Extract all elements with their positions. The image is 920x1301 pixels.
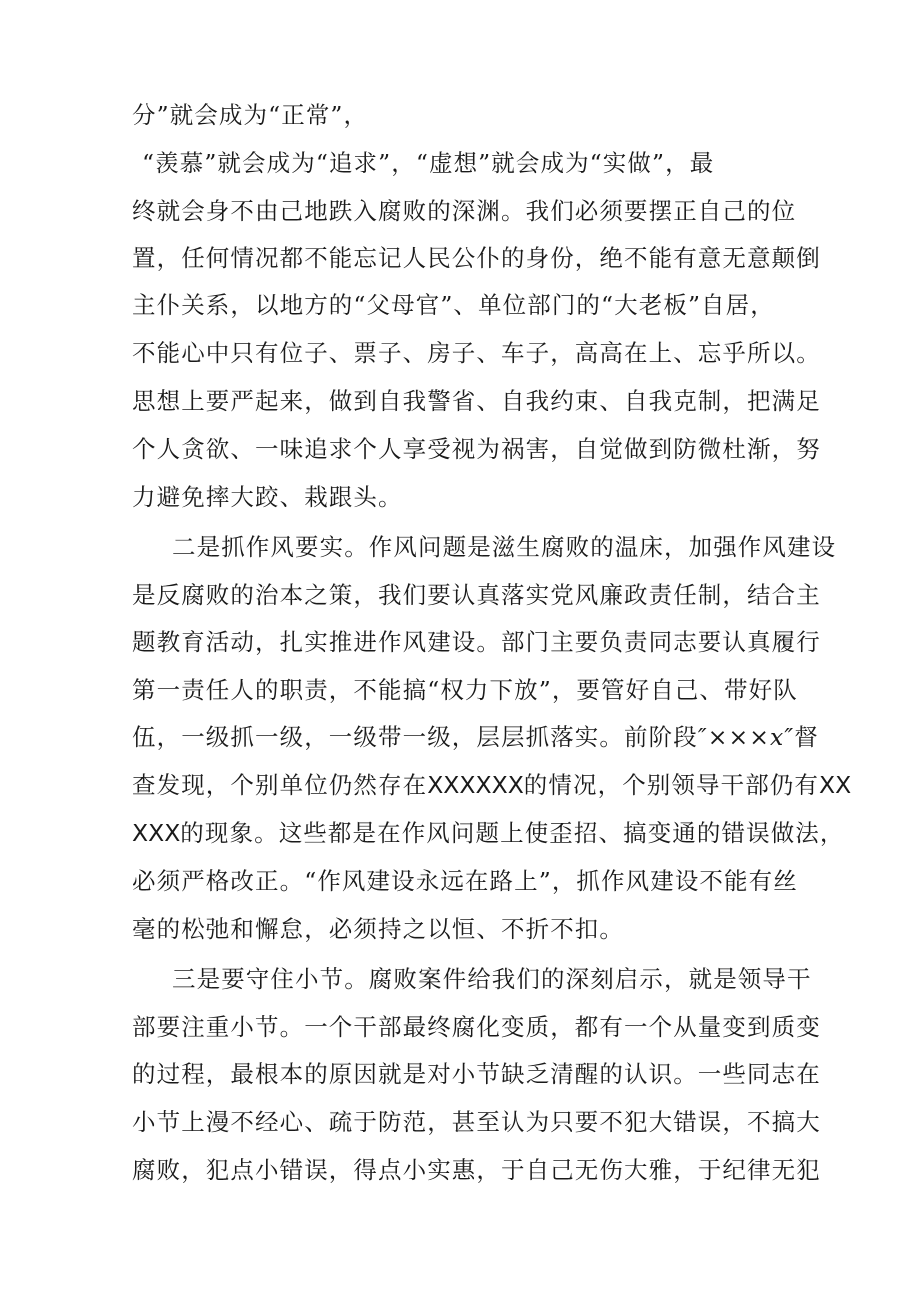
text-line-3: 终就会身不由己地跌入腐败的深渊。我们必须要摆正自己的位 bbox=[132, 197, 797, 225]
paragraph-2-line-9: 毫的松弛和懈怠，必须持之以恒、不折不扣。 bbox=[132, 915, 624, 943]
paragraph-2-line-2: 是反腐败的治本之策，我们要认真落实党风廉政责任制，结合主 bbox=[132, 581, 821, 609]
paragraph-2-line-1: 二是抓作风要实。作风问题是滋生腐败的温床，加强作风建设 bbox=[172, 533, 837, 561]
paragraph-2-line-3: 题教育活动，扎实推进作风建设。部门主要负责同志要认真履行 bbox=[132, 628, 821, 656]
line-5-text: 伍，一级抓一级，一级带一级，层层抓落实。前阶段 bbox=[132, 723, 698, 751]
line-7-text: 的现象。这些都是在作风问题上使歪招、搞变通的错误做法， bbox=[180, 819, 845, 847]
paragraph-3-line-2: 部要注重小节。一个干部最终腐化变质，都有一个从量变到质变 bbox=[132, 1013, 821, 1041]
text-line-9: 力避免摔大跤、栽跟头。 bbox=[132, 483, 403, 511]
paragraph-3-line-4: 小节上漫不经心、疏于防范，甚至认为只要不犯大错误，不搞大 bbox=[132, 1108, 821, 1136]
redacted-placeholder-2: XX bbox=[819, 771, 852, 799]
paragraph-2-line-8: 必须严格改正。“作风建设永远在路上”，抓作风建设不能有丝 bbox=[132, 867, 798, 895]
redacted-code: ″×××x″ bbox=[697, 723, 795, 751]
text-line-1: 分”就会成为“正常”， bbox=[132, 101, 369, 129]
paragraph-2-line-6 bbox=[132, 765, 852, 805]
redacted-placeholder-3: XXX bbox=[132, 819, 181, 847]
text-line-6: 不能心中只有位子、票子、房子、车子，高高在上、忘乎所以。 bbox=[132, 339, 821, 367]
text-line-5: 主仆关系，以地方的“父母官”、单位部门的“大老板”自居， bbox=[132, 291, 775, 319]
redacted-placeholder-1: XXXXXX bbox=[427, 771, 524, 799]
text-line-8: 个人贪欲、一味追求个人享受视为祸害，自觉做到防微杜渐，努 bbox=[132, 435, 821, 463]
line-6-text-b: 的情况，个别领导干部仍有 bbox=[523, 771, 819, 799]
paragraph-3-line-1: 三是要守住小节。腐败案件给我们的深刻启示，就是领导干 bbox=[172, 965, 812, 993]
line-6-text-a: 查发现，个别单位仍然存在 bbox=[132, 771, 428, 799]
line-5-tail: 督 bbox=[794, 723, 819, 751]
paragraph-3-line-5: 腐败，犯点小错误，得点小实惠，于自己无伤大雅，于纪律无犯 bbox=[132, 1156, 821, 1184]
paragraph-2-line-4: 第一责任人的职责，不能搞“权力下放”，要管好自己、带好队 bbox=[132, 676, 798, 704]
text-line-7: 思想上要严起来，做到自我警省、自我约束、自我克制，把满足 bbox=[132, 387, 821, 415]
paragraph-2-line-5 bbox=[132, 717, 819, 757]
text-line-4: 置，任何情况都不能忘记人民公仆的身份，绝不能有意无意颠倒 bbox=[132, 244, 821, 272]
text-line-2: “羡慕”就会成为“追求”，“虚想”就会成为“实做”，最 bbox=[142, 149, 715, 177]
paragraph-3-line-3: 的过程，最根本的原因就是对小节缺乏清醒的认识。一些同志在 bbox=[132, 1060, 821, 1088]
paragraph-2-line-7 bbox=[132, 813, 845, 853]
